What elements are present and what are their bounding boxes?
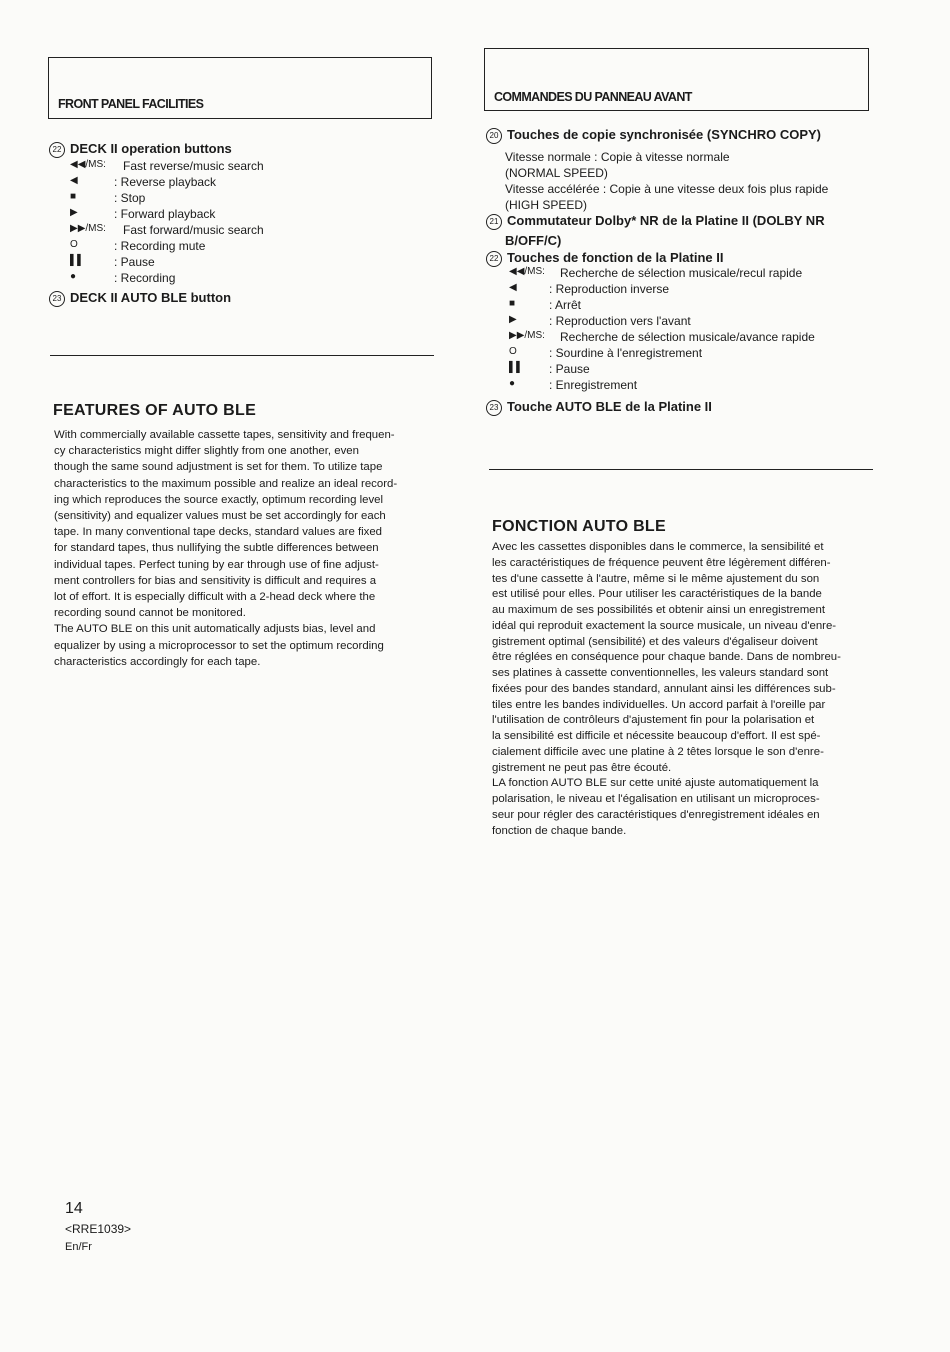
deck2-operation-title: DECK II operation buttons <box>70 141 232 156</box>
fonction-line: LA fonction AUTO BLE sur cette unité ajuste automatiquement la <box>492 777 819 790</box>
left-op-description: : Reverse playback <box>114 175 217 189</box>
left-op-description: : Recording <box>114 271 176 285</box>
fonction-line: tes d'une cassette à l'autre, même si le même ajustement du son <box>492 572 820 585</box>
front-panel-title: FRONT PANEL FACILITIES <box>58 97 204 111</box>
features-line: With commercially available cassette tapes, sensitivity and frequen- <box>54 429 395 441</box>
fonction-line: idéal qui reproduit exactement la source musicale, un niveau d'enre- <box>492 619 837 632</box>
left-op-description: : Forward playback <box>114 207 216 221</box>
fonction-line: tiles entre les bandes individuelles. Un accord parfait à l'oreille par <box>492 698 826 711</box>
fonction-line: gistrement ne peut pas être écouté. <box>492 761 672 774</box>
features-line: characteristics to the maximum possible and realize an ideal record- <box>54 477 398 490</box>
synchro-copy-title: Touches de copie synchronisée (SYNCHRO COPY) <box>507 127 821 142</box>
left-op-symbol-icon: ■ <box>70 191 77 202</box>
left-op-symbol-icon: ▌▌ <box>70 255 85 266</box>
features-line: individual tapes. Perfect tuning by ear through use of fine adjust- <box>54 558 379 571</box>
left-op-description: : Stop <box>114 191 146 205</box>
right-op-description: Recherche de sélection musicale/avance rapide <box>560 330 815 344</box>
left-op-description: : Recording mute <box>114 239 206 253</box>
dolby-nr-title-2: B/OFF/C) <box>505 233 562 248</box>
right-op-description: Recherche de sélection musicale/recul rapide <box>560 266 803 280</box>
left-divider <box>50 355 434 356</box>
item-number-22: 22 <box>49 142 65 158</box>
fonction-line: la sensibilité est difficile et nécessite beaucoup d'effort. Il est spé- <box>492 730 821 742</box>
right-op-description: : Reproduction inverse <box>549 282 670 296</box>
fonction-line: l'utilisation de contrôleurs d'ajustement fin pour la polarisation et <box>492 714 815 727</box>
left-op-symbol-icon: O <box>70 239 78 250</box>
features-line: ment controllers for bias and sensitivity is difficult and requires a <box>54 574 377 587</box>
language-code: En/Fr <box>65 1241 92 1253</box>
fonction-line: fixées pour des bandes standard, annulant ainsi les différences sub- <box>492 682 836 695</box>
features-title: FEATURES OF AUTO BLE <box>53 402 257 419</box>
right-op-description: : Pause <box>549 362 590 376</box>
right-op-symbol-icon: ◀ <box>509 282 517 293</box>
left-op-description: Fast reverse/music search <box>123 159 264 173</box>
left-op-description: Fast forward/music search <box>123 223 264 237</box>
fonction-line: ses platines à cassette conventionnelles, les valeurs standard sont <box>492 667 829 679</box>
synchro-line-3: Vitesse accélérée : Copie à une vitesse deux fois plus rapide <box>505 182 829 196</box>
fonction-line: gistrement optimal (sensibilité) et des valeurs d'égaliseur doivent <box>492 635 818 648</box>
deck2-autoble-heading <box>49 290 231 307</box>
item-number-23-fr: 23 <box>486 400 502 416</box>
features-line: though the same sound adjustment is set for them. To utilize tape <box>54 461 383 474</box>
left-op-symbol-icon: ▶ <box>70 207 78 218</box>
features-line: tape. In many conventional tape decks, standard values are fixed <box>54 526 382 539</box>
features-line: lot of effort. It is especially difficult with a 2-head deck where the <box>54 591 376 604</box>
left-op-symbol-icon: ▶▶/MS: <box>70 223 106 234</box>
right-op-symbol-icon: O <box>509 346 517 357</box>
item-number-23: 23 <box>49 291 65 307</box>
fonction-line: est utilisé pour elles. Pour utiliser les caractéristiques de la bande <box>492 588 822 601</box>
left-op-symbol-icon: ◀ <box>70 175 78 186</box>
features-line: for standard tapes, thus nullifying the subtle differences between <box>54 542 379 555</box>
right-op-symbol-icon: ◀◀/MS: <box>509 266 545 277</box>
right-op-symbol-icon: ▌▌ <box>509 362 524 373</box>
right-op-description: : Enregistrement <box>549 378 638 392</box>
synchro-line-1: Vitesse normale : Copie à vitesse normale <box>505 150 730 164</box>
left-op-description: : Pause <box>114 255 155 269</box>
page-number: 14 <box>65 1200 83 1217</box>
deck2-operation-heading <box>49 141 232 158</box>
deck2-autoble-title: DECK II AUTO BLE button <box>70 290 232 305</box>
platine2-autoble-title: Touche AUTO BLE de la Platine II <box>507 399 712 414</box>
fonction-line: les caractéristiques de fréquence peuvent être légèrement différen- <box>492 556 831 569</box>
document-code: <RRE1039> <box>65 1222 132 1236</box>
fonction-line: Avec les cassettes disponibles dans le commerce, la sensibilité et <box>492 541 824 553</box>
fonction-line: cialement difficile avec une platine à 2 têtes lorsque le son d'enre- <box>492 745 824 758</box>
right-op-symbol-icon: ▶▶/MS: <box>509 330 545 341</box>
features-line: cy characteristics might differ slightly from one another, even <box>54 445 359 458</box>
features-line: equalizer by using a microprocessor to set the optimum recording <box>54 639 384 652</box>
left-op-symbol-icon: ◀◀/MS: <box>70 159 106 170</box>
commandes-title: COMMANDES DU PANNEAU AVANT <box>494 90 692 104</box>
features-line: (sensitivity) and equalizer values must be set accordingly for each <box>54 510 386 523</box>
fonction-line: au maximum de ses possibilités et obtenir ainsi un enregistrement <box>492 604 826 616</box>
fonction-line: polarisation, le niveau et l'égalisation en utilisant un microproces- <box>492 793 820 805</box>
right-op-symbol-icon: ■ <box>509 298 516 309</box>
dolby-nr-title-1: Commutateur Dolby* NR de la Platine II (DOLBY NR <box>507 213 825 228</box>
synchro-copy-heading <box>486 127 821 144</box>
right-op-symbol-icon: ▶ <box>509 314 517 325</box>
fonction-line: être réglées en conséquence pour chaque bande. Dans de nombreu- <box>492 651 841 664</box>
item-number-21: 21 <box>486 214 502 230</box>
fonction-line: seur pour régler des caractéristiques d'enregistrement idéales en <box>492 808 820 821</box>
features-line: ing which reproduces the source exactly, optimum recording level <box>54 493 384 506</box>
features-paragraph <box>54 427 397 670</box>
fonction-title: FONCTION AUTO BLE <box>492 518 666 535</box>
right-op-description: : Reproduction vers l'avant <box>549 314 691 328</box>
item-number-20: 20 <box>486 128 502 144</box>
item-number-22-fr: 22 <box>486 251 502 267</box>
fonction-line: fonction de chaque bande. <box>492 824 627 837</box>
right-op-description: : Sourdine à l'enregistrement <box>549 346 703 360</box>
features-line: The AUTO BLE on this unit automatically adjusts bias, level and <box>54 623 376 636</box>
right-op-description: : Arrêt <box>549 298 582 312</box>
synchro-line-2: (NORMAL SPEED) <box>505 166 608 180</box>
right-op-symbol-icon: ● <box>509 378 516 389</box>
synchro-line-4: (HIGH SPEED) <box>505 198 588 212</box>
platine2-function-heading <box>486 250 723 267</box>
features-line: characteristics accordingly for each tape. <box>54 655 261 668</box>
platine2-function-title: Touches de fonction de la Platine II <box>507 250 724 265</box>
fonction-paragraph <box>492 540 841 839</box>
features-line: recording sound cannot be monitored. <box>54 607 246 620</box>
right-divider <box>489 469 873 470</box>
dolby-nr-heading <box>486 213 825 230</box>
platine2-autoble-heading <box>486 399 712 416</box>
left-op-symbol-icon: ● <box>70 271 77 282</box>
